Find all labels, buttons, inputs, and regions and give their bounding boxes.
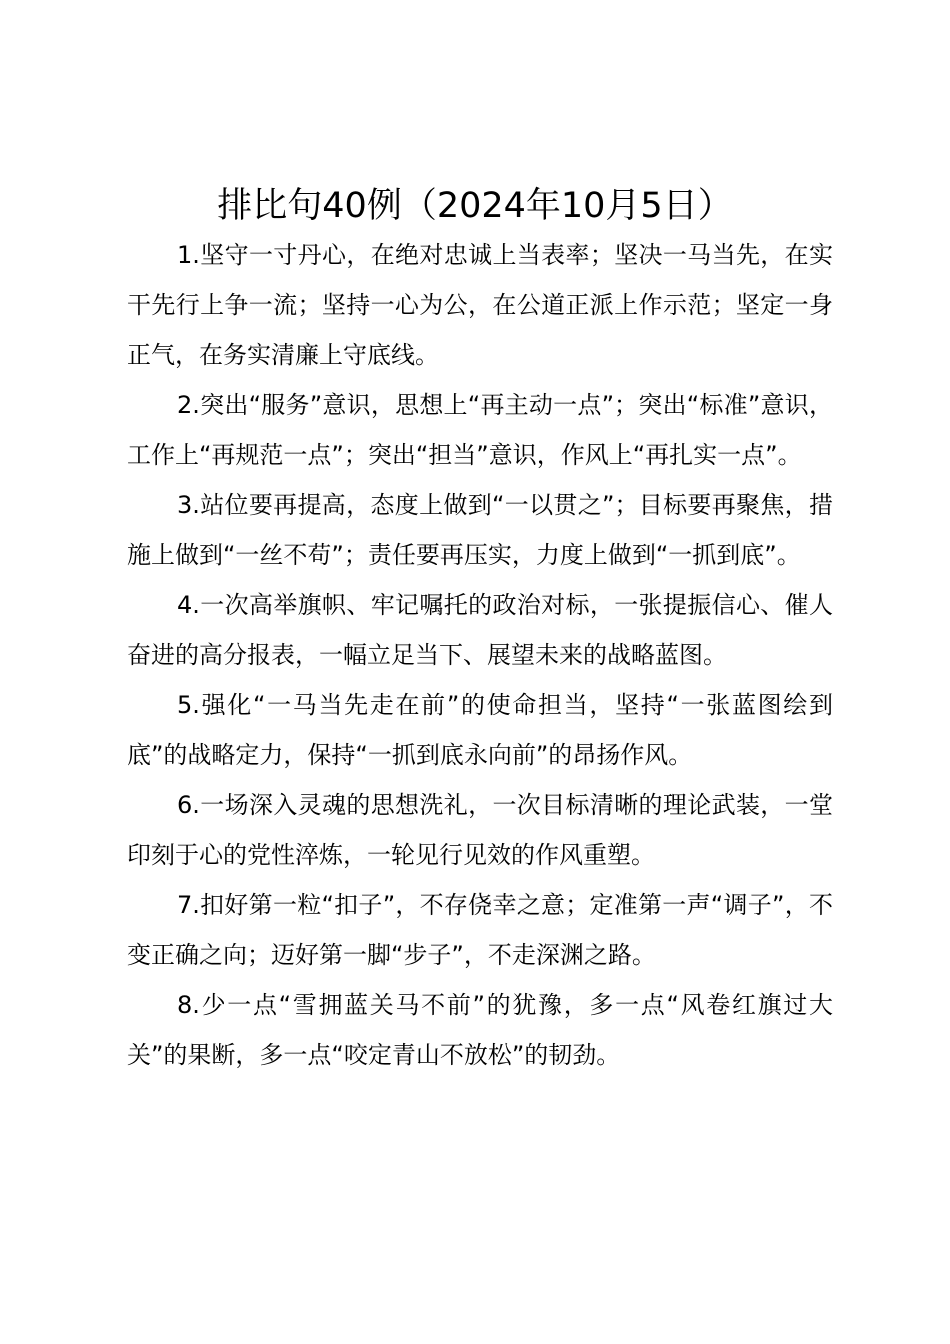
document-title: 排比句40例（2024年10月5日） bbox=[217, 186, 733, 226]
paragraph: 7.扣好第一粒“扣子”，不存侥幸之意；定准第一声“调子”，不变正确之向；迈好第一脚“步子”，不走深渊之路。 bbox=[127, 891, 833, 969]
paragraph: 5.强化“一马当先走在前”的使命担当，坚持“一张蓝图绘到底”的战略定力，保持“一抓到底永向前”的昂扬作风。 bbox=[127, 691, 833, 769]
paragraph: 4.一次高举旗帜、牢记嘱托的政治对标，一张提振信心、催人奋进的高分报表，一幅立足当下、展望未来的战略蓝图。 bbox=[127, 591, 833, 669]
paragraph: 1.坚守一寸丹心，在绝对忠诚上当表率；坚决一马当先，在实干先行上争一流；坚持一心为公，在公道正派上作示范；坚定一身正气，在务实清廉上守底线。 bbox=[127, 241, 833, 369]
paragraph: 6.一场深入灵魂的思想洗礼，一次目标清晰的理论武装，一堂印刻于心的党性淬炼，一轮见行见效的作风重塑。 bbox=[127, 791, 833, 869]
paragraph: 2.突出“服务”意识，思想上“再主动一点”；突出“标准”意识，工作上“再规范一点”；突出“担当”意识，作风上“再扎实一点”。 bbox=[127, 391, 833, 469]
paragraph: 8.少一点“雪拥蓝关马不前”的犹豫，多一点“风卷红旗过大关”的果断，多一点“咬定青山不放松”的韧劲。 bbox=[127, 991, 833, 1069]
paragraph: 3.站位要再提高，态度上做到“一以贯之”；目标要再聚焦，措施上做到“一丝不苟”；责任要再压实，力度上做到“一抓到底”。 bbox=[127, 491, 833, 569]
document-body bbox=[127, 230, 833, 1080]
